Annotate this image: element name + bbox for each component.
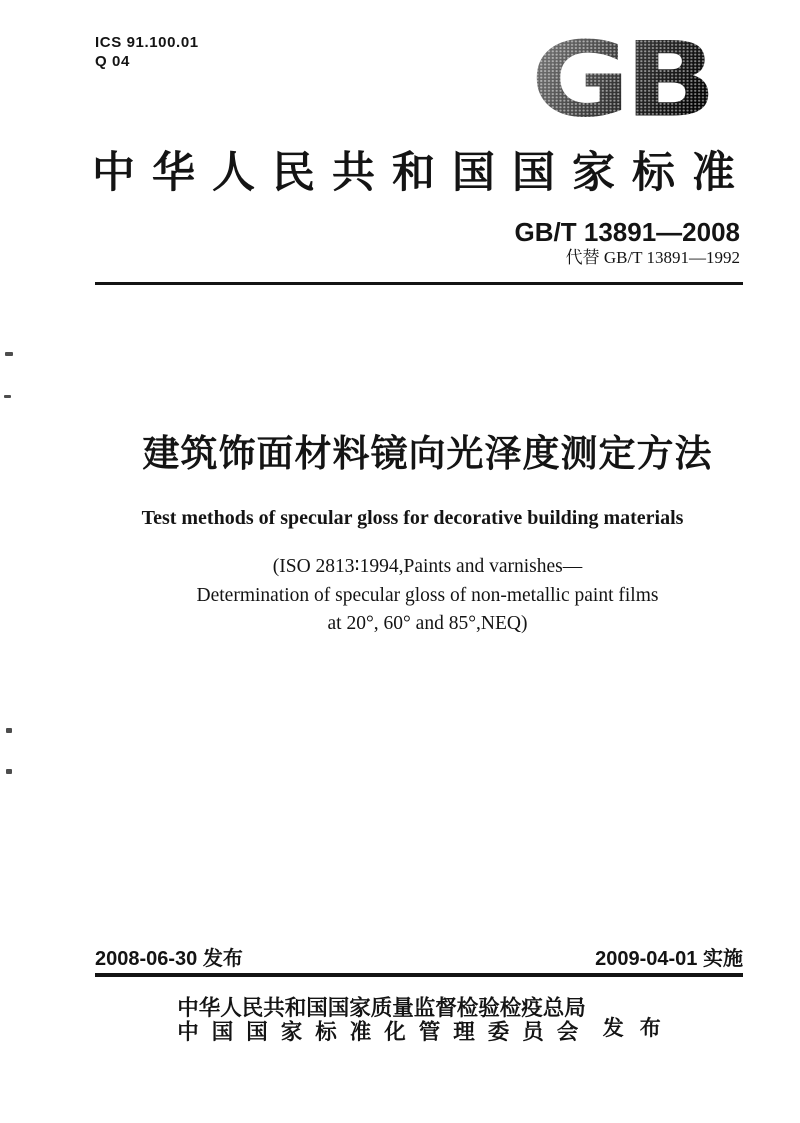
iso-reference-block <box>55 553 800 639</box>
scan-artifact <box>6 728 12 733</box>
scan-artifact <box>5 352 13 356</box>
standard-title-english: Test methods of specular gloss for decorative building materials <box>141 507 684 529</box>
issuer-names <box>177 996 592 1044</box>
scan-artifact <box>4 395 11 398</box>
iso-reference-line3: at 20°, 60° and 85°,NEQ) <box>327 613 528 634</box>
iso-reference-line2: Determination of specular gloss of non-metallic paint films <box>196 584 659 606</box>
ics-classification-block <box>95 33 199 71</box>
standard-number: GB/T 13891—2008 <box>514 217 740 247</box>
header-divider-rule <box>95 282 743 285</box>
scan-artifact <box>6 769 12 774</box>
classification-code: Q 04 <box>95 53 130 70</box>
gb-logo: GB <box>509 24 733 137</box>
issuer-aqsiq: 中华人民共和国国家质量监督检验检疫总局 <box>177 996 586 1020</box>
footer-divider-rule <box>95 973 743 977</box>
publish-label: 发布 <box>602 1017 677 1040</box>
ics-code: ICS 91.100.01 <box>95 34 199 51</box>
replaces-note: 代替 GB/T 13891—1992 <box>565 248 740 267</box>
issuer-sac: 中国国家标准化管理委员会 <box>177 1020 592 1044</box>
standard-title-chinese: 建筑饰面材料镜向光泽度测定方法 <box>142 433 713 474</box>
issuers-row <box>95 996 743 1044</box>
dates-row <box>95 947 743 971</box>
national-standard-heading: 中华人民共和国国家标准 <box>92 150 752 197</box>
iso-reference-line1: (ISO 2813∶1994,Paints and varnishes— <box>272 556 583 577</box>
implement-date: 2009-04-01 实施 <box>595 948 743 970</box>
issue-date: 2008-06-30 发布 <box>95 948 243 970</box>
standard-number-block <box>515 218 740 268</box>
